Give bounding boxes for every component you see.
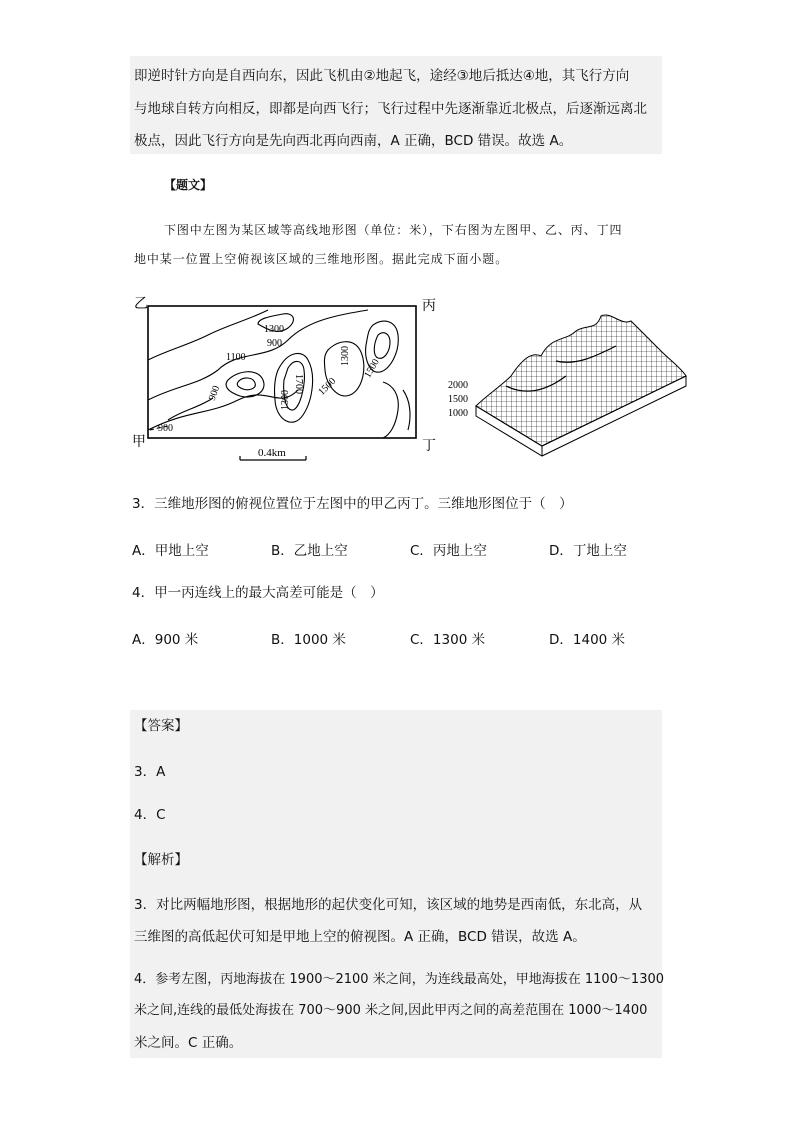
analysis-tag: 【解析】: [134, 852, 188, 868]
intro-line-2: 与地球自转方向相反，即都是向西飞行；飞行过程中先逐渐靠近北极点，后逐渐远离北: [134, 101, 647, 117]
terrain-3d: [446, 306, 696, 466]
stem-line-1: 下图中左图为某区域等高线地形图（单位：米），下右图为左图甲、乙、丙、丁四: [164, 223, 623, 237]
q4-option-b[interactable]: B．1000 米: [271, 632, 346, 648]
q4-option-a[interactable]: A．900 米: [132, 632, 199, 648]
q3-option-a[interactable]: A．甲地上空: [132, 543, 209, 559]
analysis-4-line-3: 米之间。C 正确。: [134, 1035, 243, 1051]
analysis-4-line-2: 米之间,连线的最低处海拔在 700～900 米之间,因此甲丙之间的高差范围在 1000～1400: [134, 1003, 648, 1018]
axis-tick-label: 1500: [448, 394, 468, 405]
corner-label-se: 丁: [422, 439, 436, 454]
corner-label-ne: 丙: [422, 299, 436, 314]
contour-label: 1700: [293, 374, 304, 394]
contour-map: [128, 290, 448, 470]
q4-question: 4．甲一丙连线上的最大高差可能是（ ）: [132, 585, 384, 601]
answer-tag: 【答案】: [134, 718, 188, 734]
q4-option-d[interactable]: D．1400 米: [549, 632, 626, 648]
q3-option-b[interactable]: B．乙地上空: [271, 543, 348, 559]
contour-label: 1100: [226, 352, 246, 363]
contour-label: 1500: [362, 357, 382, 380]
axis-tick-label: 2000: [448, 380, 468, 391]
q3-question: 3．三维地形图的俯视位置位于左图中的甲乙丙丁。三维地形图位于（ ）: [132, 496, 573, 512]
analysis-3-line-1: 3．对比两幅地形图，根据地形的起伏变化可知，该区域的地势是西南低，东北高，从: [134, 897, 643, 913]
contour-label: 900: [206, 384, 223, 403]
axis-tick-label: 1000: [448, 408, 468, 419]
corner-label-sw: 甲: [132, 435, 146, 450]
contour-label: 1300: [340, 346, 351, 366]
contour-label: 900: [267, 338, 282, 349]
analysis-3-line-2: 三维图的高低起伏可知是甲地上空的俯视图。A 正确，BCD 错误，故选 A。: [134, 929, 586, 945]
contour-label: 1300: [280, 390, 291, 410]
analysis-4-line-1: 4．参考左图，丙地海拔在 1900～2100 米之间，为连线最高处，甲地海拔在 1100～1300: [134, 972, 665, 987]
contour-label: 1300: [264, 324, 284, 335]
q4-option-c[interactable]: C．1300 米: [410, 632, 486, 648]
q3-option-d[interactable]: D．丁地上空: [549, 543, 627, 559]
contour-label: 900: [158, 423, 173, 434]
corner-label-nw: 乙: [134, 297, 148, 312]
stem-line-2: 地中某一位置上空俯视该区域的三维地形图。据此完成下面小题。: [134, 252, 509, 266]
scale-label: 0.4km: [258, 447, 286, 459]
contour-label: 1500: [316, 375, 339, 398]
stem-tag: 【题文】: [164, 178, 213, 192]
intro-line-3: 极点，因此飞行方向是先向西北再向西南，A 正确，BCD 错误。故选 A。: [134, 133, 573, 149]
q3-option-c[interactable]: C．丙地上空: [410, 543, 487, 559]
intro-line-1: 即逆时针方向是自西向东，因此飞机由②地起飞，途经③地后抵达④地，其飞行方向: [134, 68, 630, 84]
answer-3: 3．A: [134, 764, 166, 780]
answer-4: 4．C: [134, 807, 166, 823]
